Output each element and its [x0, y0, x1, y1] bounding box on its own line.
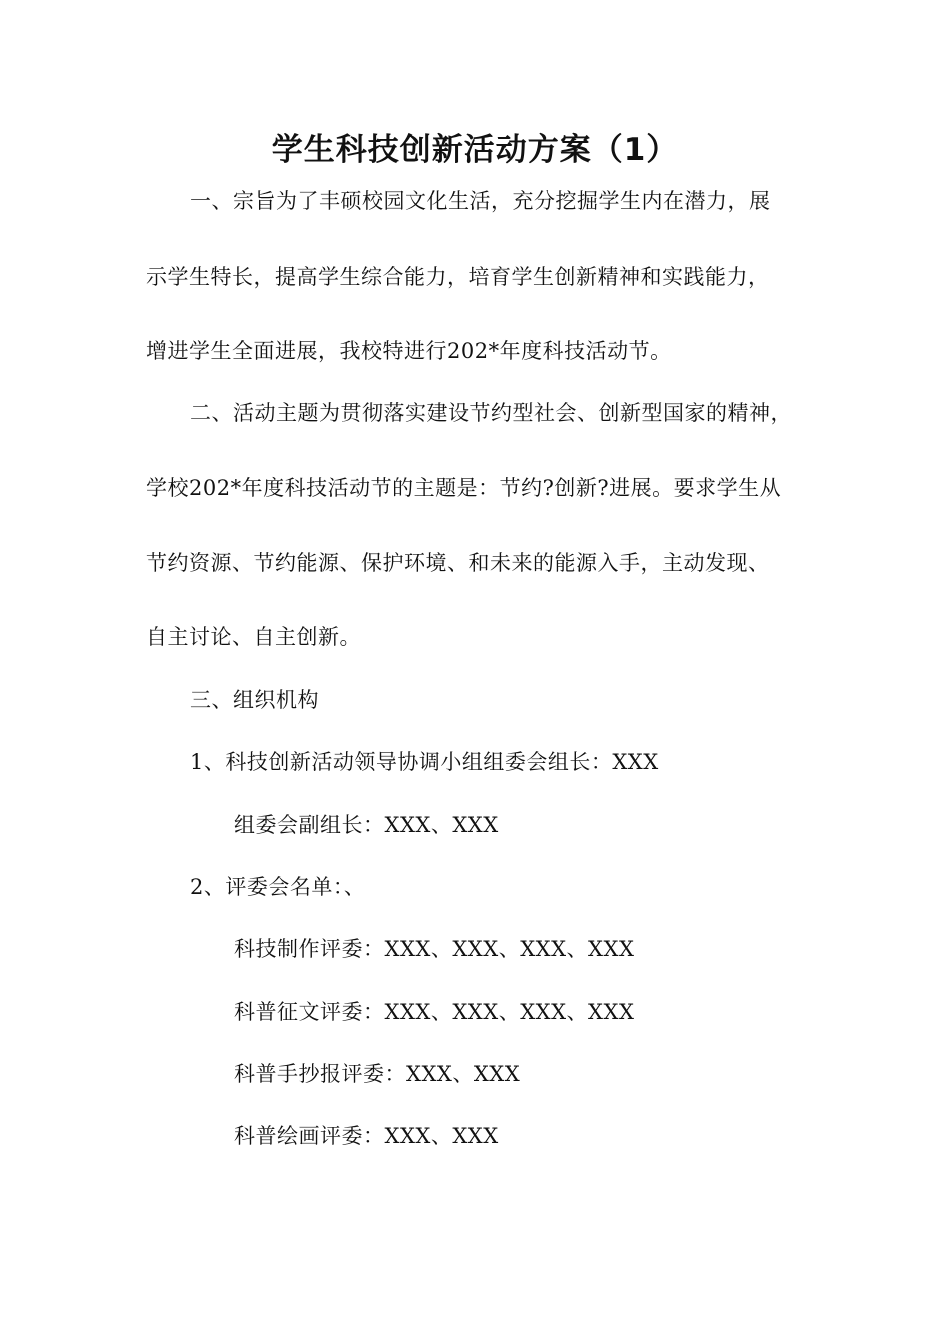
document-title: 学生科技创新活动方案（1） — [271, 132, 679, 168]
list-item-judges: 2、评委会名单：、 — [190, 875, 366, 899]
paragraph-line-theme-2: 学校202*年度科技活动节的主题是：节约?创新?进展。要求学生从 — [146, 476, 782, 500]
section-heading-organization: 三、组织机构 — [190, 688, 319, 712]
list-item-vice-leader: 组委会副组长：XXX、XXX — [234, 813, 499, 837]
list-item-tech-judges: 科技制作评委：XXX、XXX、XXX、XXX — [234, 937, 635, 961]
list-item-painting-judges: 科普绘画评委：XXX、XXX — [234, 1124, 499, 1148]
paragraph-line-purpose-1: 一、宗旨为了丰硕校园文化生活，充分挖掘学生内在潜力，展 — [190, 189, 771, 213]
paragraph-line-purpose-2: 示学生特长，提高学生综合能力，培育学生创新精神和实践能力， — [146, 265, 770, 289]
paragraph-line-theme-1: 二、活动主题为贯彻落实建设节约型社会、创新型国家的精神， — [190, 401, 792, 425]
list-item-leadership-group: 1、科技创新活动领导协调小组组委会组长：XXX — [190, 750, 659, 774]
paragraph-line-theme-4: 自主讨论、自主创新。 — [146, 625, 361, 649]
paragraph-line-purpose-3: 增进学生全面进展，我校特进行202*年度科技活动节。 — [146, 339, 672, 363]
list-item-essay-judges: 科普征文评委：XXX、XXX、XXX、XXX — [234, 1000, 635, 1024]
list-item-newspaper-judges: 科普手抄报评委：XXX、XXX — [234, 1062, 521, 1086]
paragraph-line-theme-3: 节约资源、节约能源、保护环境、和未来的能源入手，主动发现、 — [146, 551, 770, 575]
